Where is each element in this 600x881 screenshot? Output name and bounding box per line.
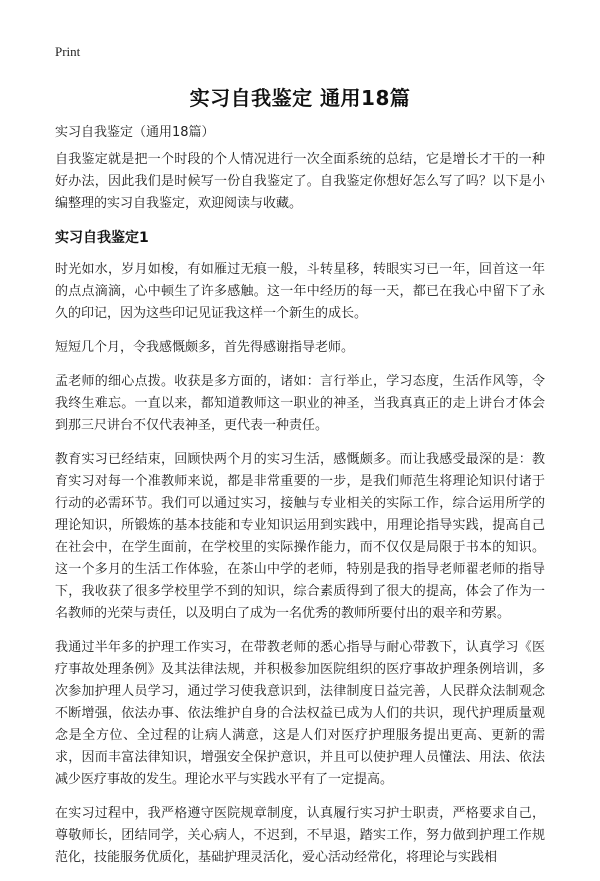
document-body (55, 149, 545, 881)
body-paragraph: 我通过半年多的护理工作实习，在带教老师的悉心指导与耐心带教下，认真学习《医疗事故处理条例》及其法律法规，并积极参加医院组织的医疗事故护理条例培训，多次参加护理人员学习，通过学习使我意识到，法律制度日益完善，人民群众法制观念不断增强，依法办事、依法维护自身的合法权益已成为人们的共识，现代护理质量观念是全方位、全过程的让病人满意，这是人们对医疗护理服务提出更高、更新的需求，因而丰富法律知识，增强安全保护意识，并且可以使护理人员懂法、用法、依法减少医疗事故的发生。理论水平与实践水平有了一定提高。 (55, 640, 545, 787)
section-heading: 实习自我鉴定1 (55, 230, 149, 246)
intro-paragraph: 自我鉴定就是把一个时段的个人情况进行一次全面系统的总结，它是增长才干的一种好办法，因此我们是时候写一份自我鉴定了。自我鉴定你想好怎么写了吗？以下是小编整理的实习自我鉴定，欢迎阅读与收藏。 (55, 152, 545, 211)
body-paragraph: 教育实习已经结束，回顾快两个月的实习生活，感慨颇多。而让我感受最深的是：教育实习对每一个准教师来说，都是非常重要的一步，是我们师范生将理论知识付诸于行动的必需环节。我们可以通过实习，接触与专业相关的实际工作，综合运用所学的理论知识，所锻炼的基本技能和专业知识运用到实践中，用理论指导实践，提高自己在社会中，在学生面前，在学校里的实际操作能力，而不仅仅是局限于书本的知识。这一个多月的生活工作体验，在茶山中学的老师，特别是我的指导老师翟老师的指导下，我收获了很多学校里学不到的知识，综合素质得到了很大的提高，体会了作为一名教师的光荣与责任，以及明白了成为一名优秀的教师所要付出的艰辛和劳累。 (55, 452, 545, 621)
print-link[interactable]: Print (55, 44, 81, 59)
body-paragraph: 在实习过程中，我严格遵守医院规章制度，认真履行实习护士职责，严格要求自己，尊敬师长，团结同学，关心病人，不迟到，不早退，踏实工作，努力做到护理工作规范化，技能服务优质化，基础护理灵活化，爱心活动经常化，将理论与实践相 (55, 806, 545, 865)
document-subtitle: 实习自我鉴定（通用18篇） (55, 125, 215, 140)
body-paragraph: 短短几个月，令我感慨颇多，首先得感谢指导老师。 (55, 340, 355, 355)
body-paragraph: 孟老师的细心点拨。收获是多方面的，诸如：言行举止，学习态度，生活作风等，令我终生难忘。一直以来，都知道教师这一职业的神圣，当我真真正的走上讲台才体会到那三尺讲台不仅代表神圣，更代表一种责任。 (55, 374, 545, 433)
page-title: 实习自我鉴定 通用18篇 (189, 86, 411, 110)
body-paragraph: 时光如水，岁月如梭，有如雁过无痕一般，斗转星移，转眼实习已一年，回首这一年的点点滴滴，心中顿生了许多感触。这一年中经历的每一天，都已在我心中留下了永久的印记，因为这些印记见证我这样一个新生的成长。 (55, 262, 545, 321)
